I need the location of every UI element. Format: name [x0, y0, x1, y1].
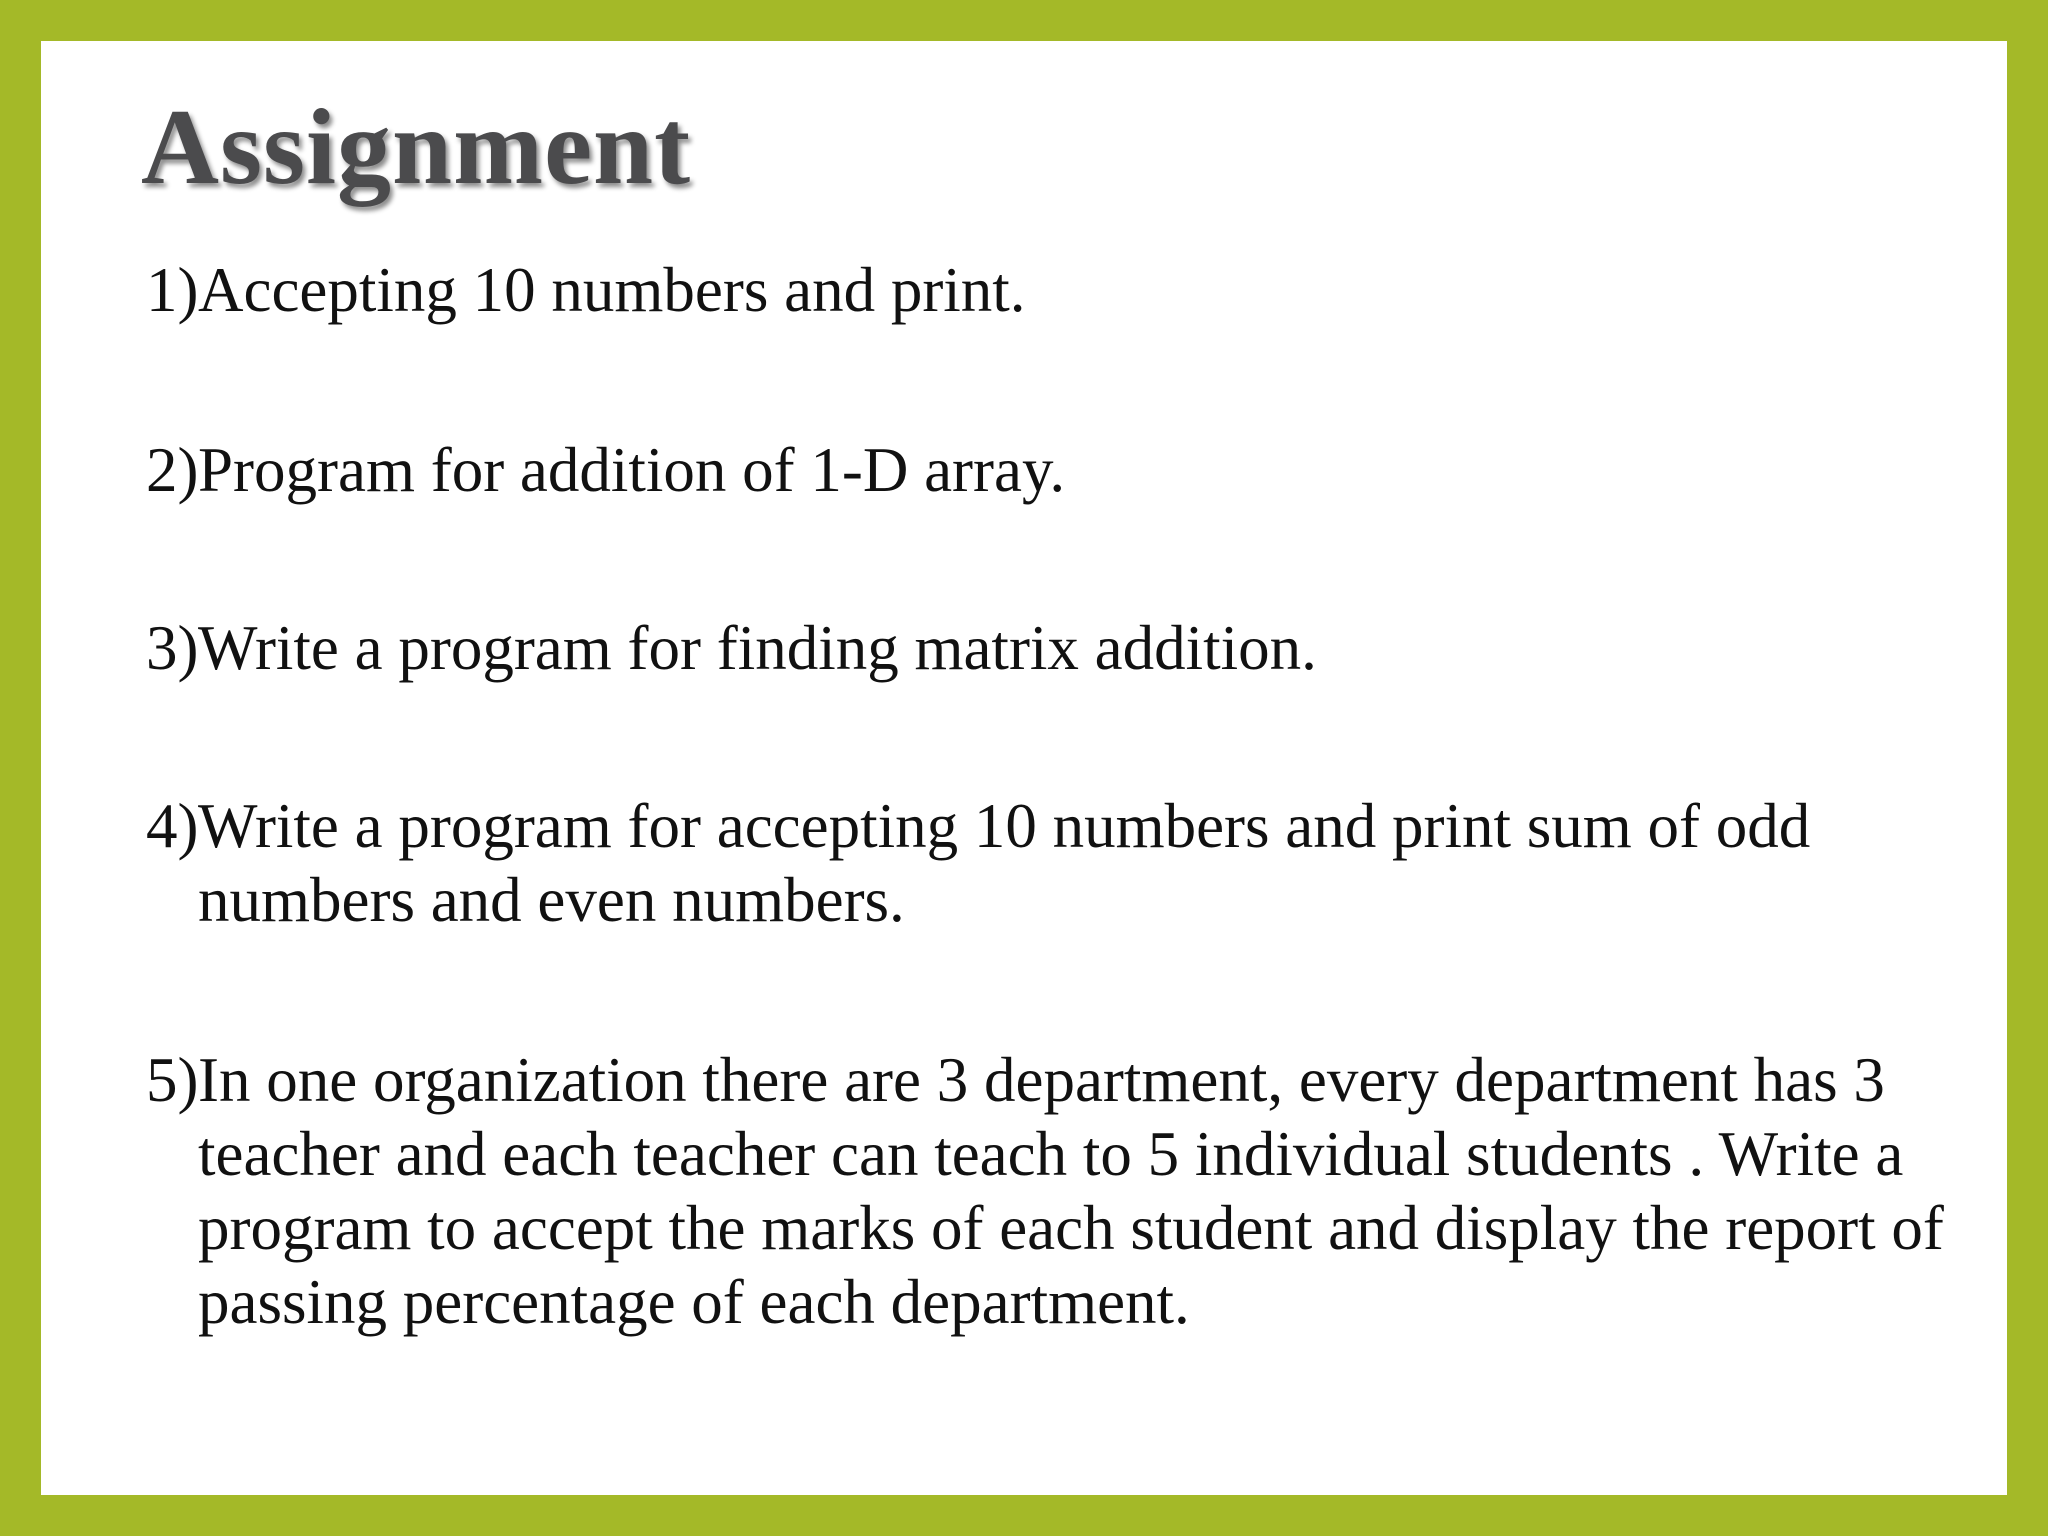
item-number: 5) [146, 1045, 199, 1115]
item-text: In one organization there are 3 department, every department has 3 teacher and each teacher can teach to 5 individual students . Write a program to accept the marks of each student and display the report of passing percentage of each department. [198, 1045, 1944, 1337]
list-item [146, 433, 1966, 507]
item-text: Accepting 10 numbers and print. [198, 255, 1026, 325]
list-item [146, 611, 1966, 685]
item-text: Write a program for accepting 10 numbers and print sum of odd numbers and even numbers. [198, 791, 1811, 935]
list-item [146, 1043, 1966, 1339]
list-item [146, 253, 1966, 327]
item-text: Write a program for finding matrix addition. [198, 613, 1317, 683]
item-number: 3) [146, 613, 199, 683]
item-number: 1) [146, 255, 199, 325]
item-number: 4) [146, 791, 199, 861]
list-item [146, 789, 1966, 937]
slide [41, 41, 2007, 1495]
slide-title: Assignment [141, 88, 692, 207]
item-number: 2) [146, 435, 199, 505]
item-text: Program for addition of 1-D array. [198, 435, 1066, 505]
